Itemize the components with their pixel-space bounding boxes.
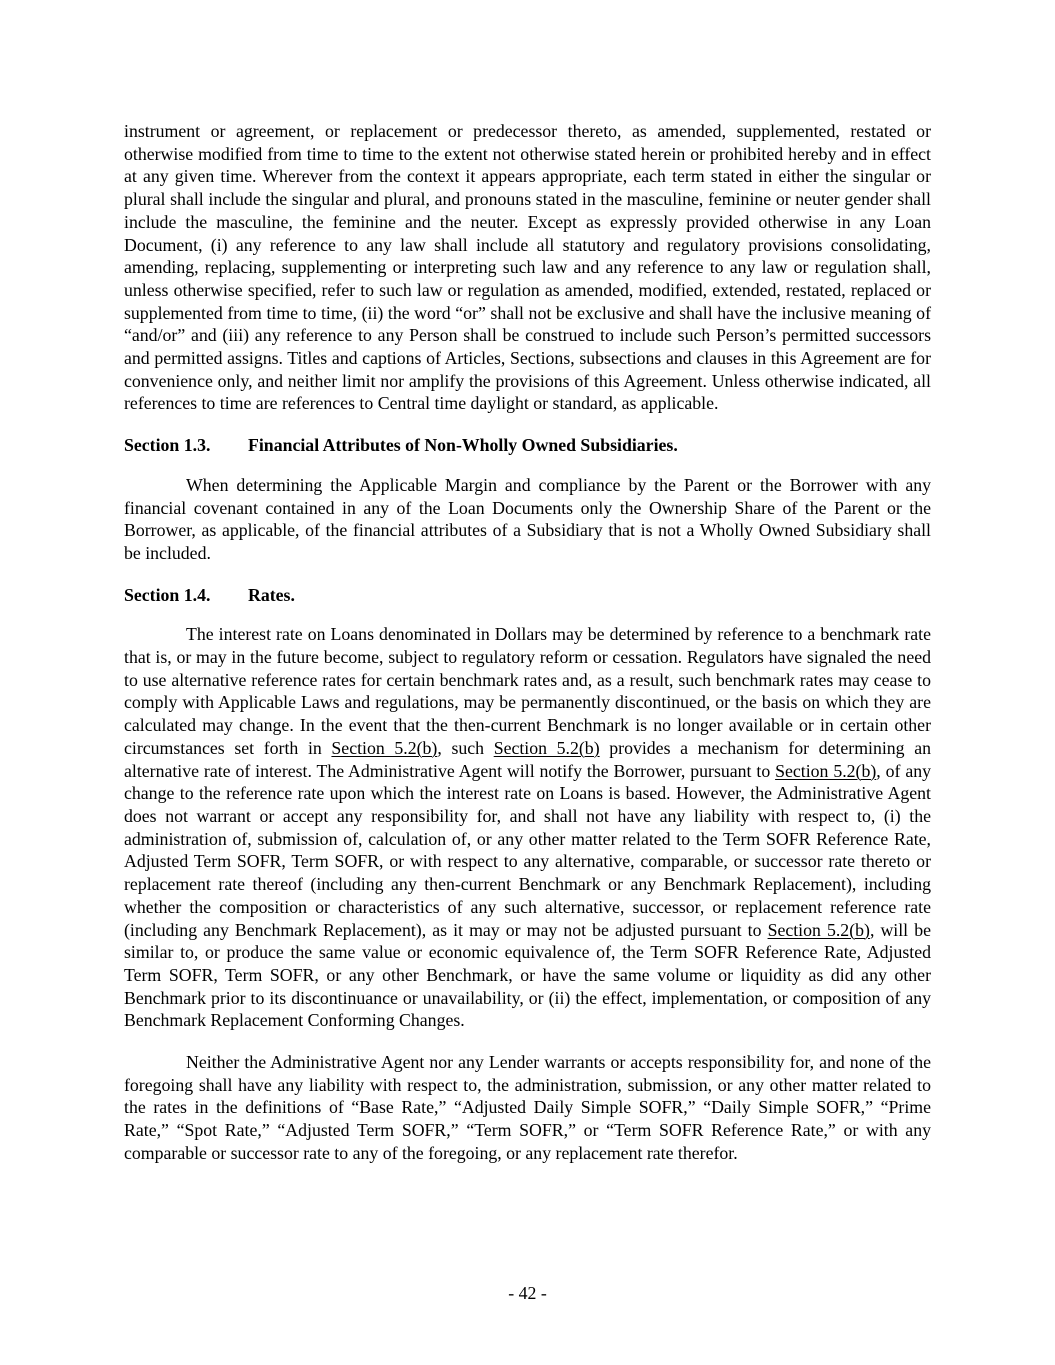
rates-text-part-b: , such [437,737,494,758]
section-5-2b-reference: Section 5.2(b) [775,760,877,781]
section-1-4-paragraph-2: Neither the Administrative Agent nor any Lender warrants or accepts responsibility for, and none of the foregoing shall have any liability with respect to, the administration, submission, or any other matter related to the rates in the definitions of “Base Rate,” “Adjusted Daily Simple SOFR,” “Daily Simple SOFR,” “Prime Rate,” “Spot Rate,” “Adjusted Term SOFR,” “Term SOFR,” or “Term SOFR Reference Rate,” or with any comparable or successor rate to any of the foregoing, or any replacement rate therefor. [124,1052,931,1163]
section-1-3-number: Section 1.3. [124,435,211,456]
section-5-2b-reference: Section 5.2(b) [331,737,438,758]
section-1-4-title: Rates. [248,584,295,605]
page-content [124,120,931,1165]
section-5-2b-reference: Section 5.2(b) [767,919,870,940]
rates-text-part-a: The interest rate on Loans denominated in Dollars may be determined by reference to a benchmark rate that is, or may in the future become, subject to regulatory reform or cessation. Regulators have signaled the need to use alternative reference rates for certain benchmark rates and, as a result, such benchmark rates may cease to comply with Applicable Laws and regulations, may be permanently discontinued, or the basis on which they are calculated may change. In the event that the then-current Benchmark is no longer available or in certain other circumstances set forth in [124,624,931,758]
rates-text-part-e: , will be similar to, or produce the same value or economic equivalence of, the Term SOFR Reference Rate, Adjusted Term SOFR, Term SOFR, or any other Benchmark, or have the same volume or liquidity as did any other Benchmark prior to its discontinuance or unavailability, or (ii) the effect, implementation, or composition of any Benchmark Replacement Conforming Changes. [124,919,931,1031]
page-number: - 42 - [508,1283,547,1303]
section-5-2b-reference: Section 5.2(b) [493,737,600,758]
rates-text-part-d: , of any change to the reference rate upon which the interest rate on Loans is based. However, the Administrative Agent does not warrant or accept any responsibility for, and shall not have any liability with respect to, (i) the administration of, submission of, calculation of, or any other matter related to the Term SOFR Reference Rate, Adjusted Term SOFR, Term SOFR, or with respect to any alternative, comparable, or successor rate thereto or replacement rate thereof (including any then-current Benchmark or any Benchmark Replacement), including whether the composition or characteristics of any such alternative, successor, or replacement reference rate (including any Benchmark Replacement), as it may or may not be adjusted pursuant to [124,760,931,940]
section-1-4-heading [124,584,931,607]
opening-paragraph: instrument or agreement, or replacement or predecessor thereto, as amended, supplemented, restated or otherwise modified from time to time to the extent not otherwise stated herein or prohibited hereby and in effect at any given time. Wherever from the context it appears appropriate, each term stated in either the singular or plural shall include the singular and plural, and pronouns stated in the masculine, feminine or neuter gender shall include the masculine, the feminine and the neuter. Except as expressly provided otherwise in any Loan Document, (i) any reference to any law shall include all statutory and regulatory provisions consolidating, amending, replacing, supplementing or interpreting such law and any reference to any law or regulation shall, unless otherwise specified, refer to such law or regulation as amended, modified, extended, restated, replaced or supplemented from time to time, (ii) the word “or” shall not be exclusive and shall have the inclusive meaning of “and/or” and (iii) any reference to any Person shall be construed to include such Person’s permitted successors and permitted assigns. Titles and captions of Articles, Sections, subsections and clauses in this Agreement are for convenience only, and neither limit nor amplify the provisions of this Agreement. Unless otherwise indicated, all references to time are references to Central time daylight or standard, as applicable. [124,121,931,414]
section-1-3-heading [124,434,931,457]
section-1-3-title: Financial Attributes of Non-Wholly Owned Subsidiaries. [248,435,678,456]
section-1-3-body: When determining the Applicable Margin and compliance by the Parent or the Borrower with any financial covenant contained in any of the Loan Documents only the Ownership Share of the Parent or the Borrower, as applicable, of the financial attributes of a Subsidiary that is not a Wholly Owned Subsidiary shall be included. [124,474,931,563]
rates-text-part-c: provides a mechanism for determining an alternative rate of interest. The Administrative Agent will notify the Borrower, pursuant to [124,737,931,781]
section-1-4-paragraph-1 [124,623,931,1032]
section-1-4-number: Section 1.4. [124,584,211,605]
